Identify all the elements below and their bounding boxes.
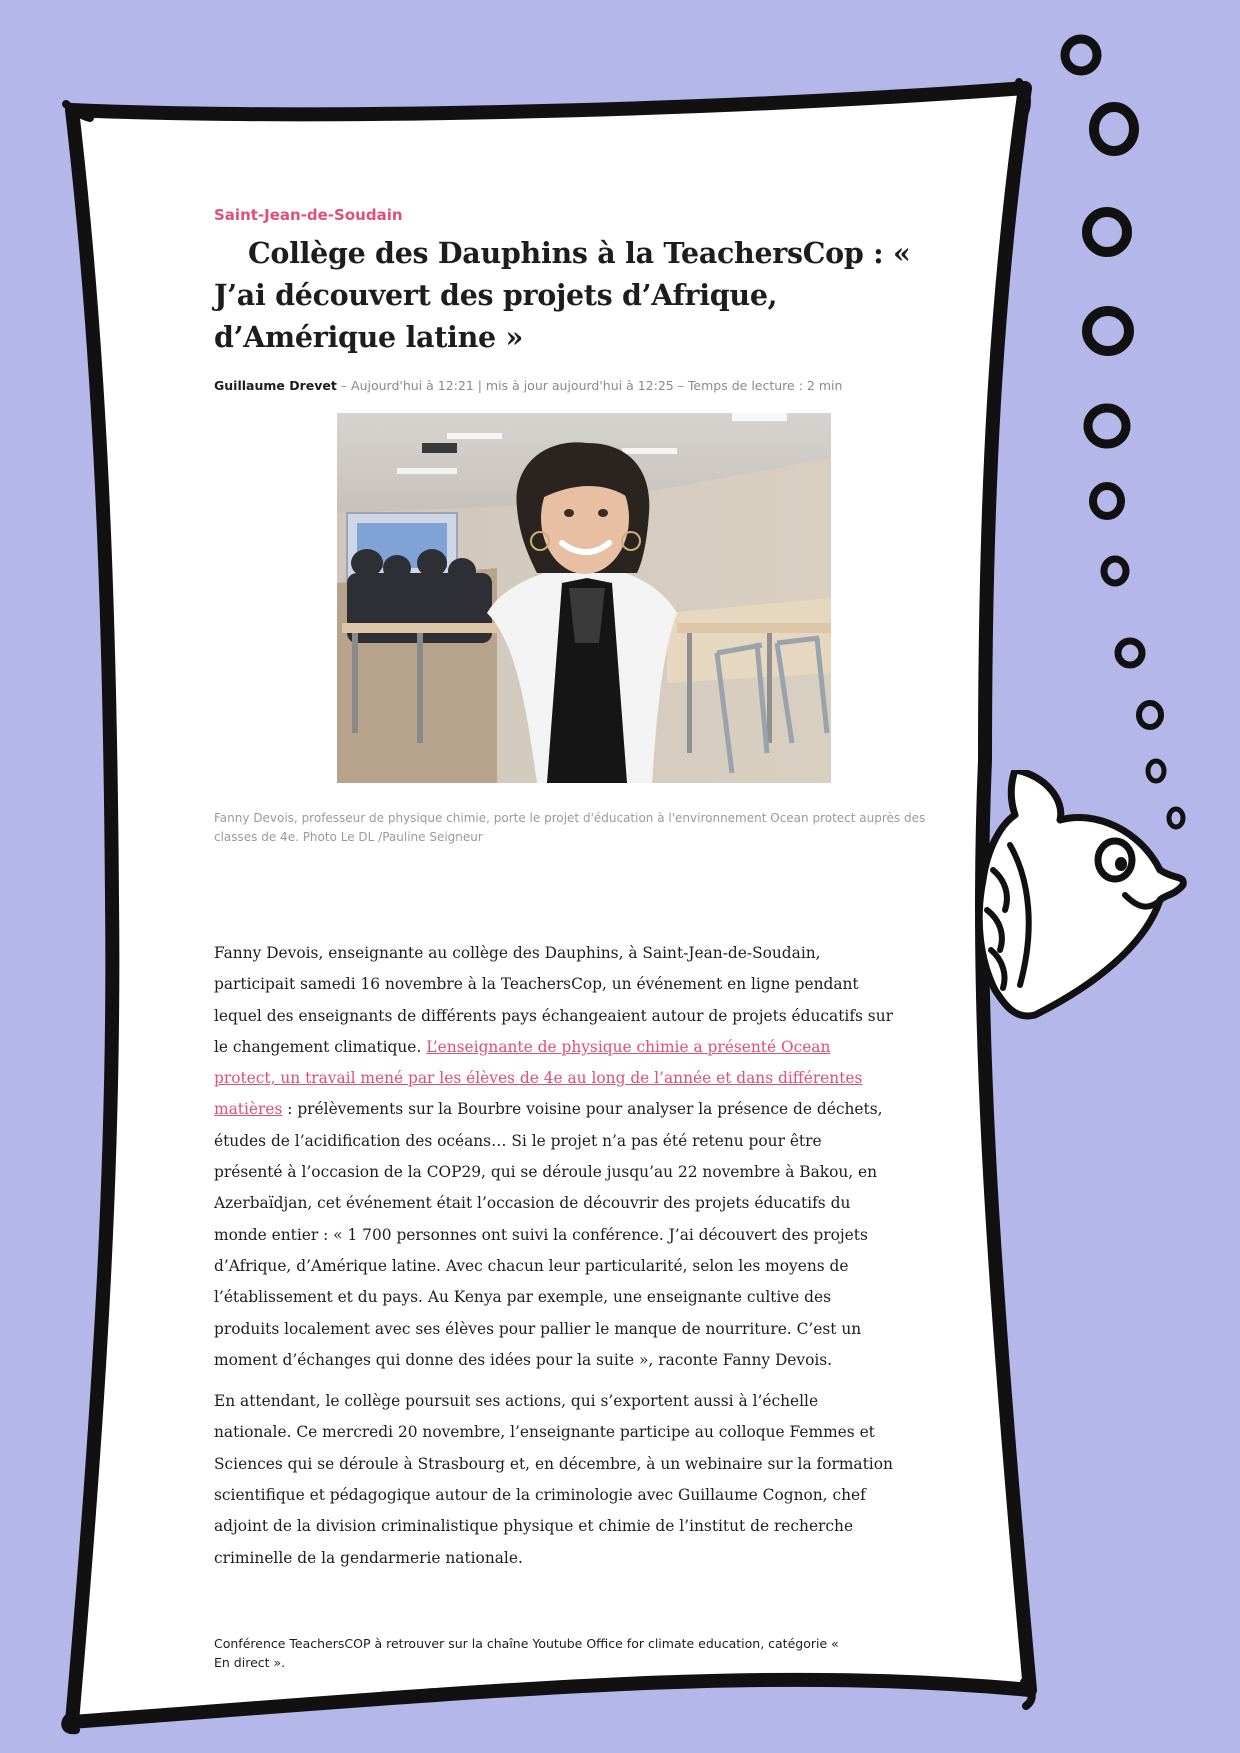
paragraph-1-intro: Fanny Devois, enseignante au collège des Dauphins, à Saint-Jean-de-Soudain, participait samedi 16 novembre à la TeachersCop, un événement en ligne pendant lequel des enseignants de différents pays échangeaient autour de projets éducatifs sur le changement climatique. — [214, 944, 893, 1056]
photo-caption: Fanny Devois, professeur de physique chimie, porte le projet d'éducation à l'environnement Ocean protect auprès des classes de 4e. Photo Le DL /Pauline Seigneur — [214, 811, 926, 844]
bubble-chain-illustration — [1040, 25, 1200, 845]
article-body — [214, 938, 894, 1584]
paragraph-1-rest: : prélèvements sur la Bourbre voisine pour analyser la présence de déchets, études de l’acidification des océans… Si le projet n’a pas été retenu pour être présenté à l’occasion de la COP29, qui se déroule jusqu’au 22 novembre à Bakou, en Azerbaïdjan, cet événement était l’occasion de découvrir des projets éducatifs du monde entier : « 1 700 personnes ont suivi la conférence. J’ai découvert des projets d’Afrique, d’Amérique latine. Avec chacun leur particularité, selon les moyens de l’établissement et du pays. Au Kenya par exemple, une enseignante cultive des produits localement avec ses élèves pour pallier le manque de nourriture. C’est un moment d’échanges qui donne des idées pour la suite », raconte Fanny Devois. — [214, 1100, 883, 1369]
bubble — [1139, 703, 1161, 727]
fish-pupil — [1115, 857, 1127, 871]
bubble — [1094, 107, 1134, 151]
bubble — [1065, 39, 1097, 71]
byline — [214, 378, 926, 393]
location-kicker[interactable]: Saint-Jean-de-Soudain — [214, 206, 403, 224]
bubble — [1087, 212, 1127, 252]
author-name[interactable]: Guillaume Drevet — [214, 378, 337, 393]
ocean-protect-link[interactable]: L’enseignante de physique chimie a présenté Ocean protect, un travail mené par les élèves de 4e au long de l’année et dans différentes matières — [214, 1037, 863, 1119]
fish-body — [979, 770, 1183, 1016]
paragraph-1 — [214, 938, 894, 1376]
bubble — [1088, 408, 1126, 444]
fish-illustration — [975, 770, 1190, 1030]
bubble — [1118, 641, 1142, 665]
footnote: Conférence TeachersCOP à retrouver sur la chaîne Youtube Office for climate education, catégorie « En direct ». — [214, 1636, 839, 1670]
article — [214, 206, 926, 1670]
paragraph-2: En attendant, le collège poursuit ses actions, qui s’exportent aussi à l’échelle nationale. Ce mercredi 20 novembre, l’enseignante participe au colloque Femmes et Sciences qui se déroule à Strasbourg et, en décembre, à un webinaire sur la formation scientifique et pédagogique autour de la criminologie avec Guillaume Cognon, chef adjoint de la division criminalistique physique et chimie de l’institut de recherche criminelle de la gendarmerie nationale. — [214, 1392, 893, 1567]
bubble — [1093, 486, 1121, 516]
fish-eye — [1098, 841, 1132, 879]
bubble — [1087, 311, 1129, 351]
article-headline: Collège des Dauphins à la TeachersCop : « J’ai découvert des projets d’Afrique, d’Amérique latine » — [214, 236, 911, 354]
classroom-photo — [337, 413, 831, 783]
article-photo — [337, 413, 831, 783]
bubble — [1104, 559, 1126, 583]
byline-meta: – Aujourd'hui à 12:21 | mis à jour aujourd'hui à 12:25 – Temps de lecture : 2 min — [336, 378, 843, 393]
